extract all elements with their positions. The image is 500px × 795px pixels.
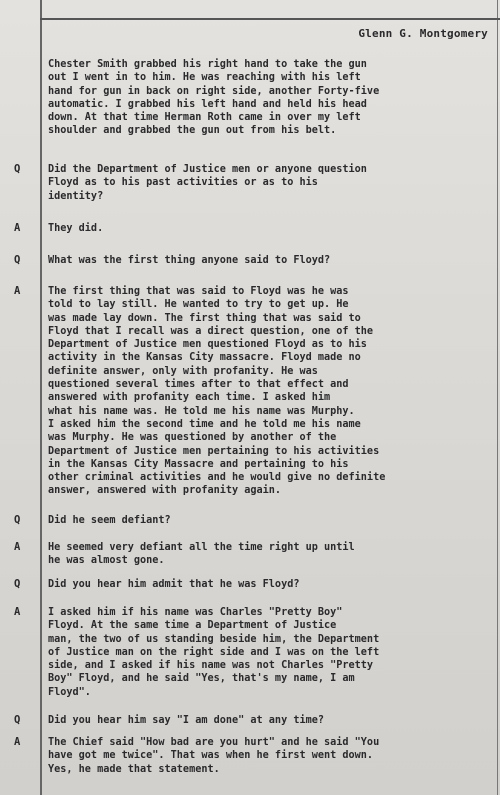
entry-text: Chester Smith grabbed his right hand to take the gun out I went in to him. He was reaching with his left hand for gun in back on right side, another Forty-five automatic. I grabbed his left hand and held his head down. At that time Herman Roth came in over my left shoulder and grabbed the gun out from his belt. (48, 59, 380, 137)
question-text: Did he seem defiant? (48, 515, 171, 526)
question-text: Did the Department of Justice men or anyone question Floyd as to his past activities or as to his identity? (48, 164, 367, 202)
answer-text: They did. (48, 223, 104, 234)
answer-label: A (14, 222, 21, 234)
answer-label: A (14, 736, 21, 748)
answer-text: The Chief said "How bad are you hurt" and he said "You have got me twice". That was when he first went down. Yes, he made that statement. (48, 737, 380, 775)
left-margin-rule (40, 0, 42, 795)
header-rule (40, 18, 500, 20)
question-label: Q (14, 254, 21, 266)
right-margin-rule (497, 0, 499, 795)
question-label: Q (14, 514, 21, 526)
answer-label: A (14, 606, 21, 618)
answer-label: A (14, 541, 21, 553)
question-text: Did you hear him say "I am done" at any time? (48, 715, 325, 726)
question-label: Q (14, 163, 21, 175)
question-text: What was the first thing anyone said to Floyd? (48, 255, 331, 266)
answer-text: He seemed very defiant all the time right up until he was almost gone. (48, 542, 355, 567)
witness-name-header: Glenn G. Montgomery (358, 27, 488, 40)
question-label: Q (14, 714, 21, 726)
question-text: Did you hear him admit that he was Floyd? (48, 579, 300, 590)
question-label: Q (14, 578, 21, 590)
answer-text: I asked him if his name was Charles "Pretty Boy" Floyd. At the same time a Department of Justice man, the two of us standing beside him, the Department of Justice man on the right side and I was on the left side, and I asked if his name was not Charles "Pretty Boy" Floyd, and he said "Yes, that's my name, I am Floyd". (48, 607, 380, 698)
answer-label: A (14, 285, 21, 297)
answer-text: The first thing that was said to Floyd was he was told to lay still. He wanted to try to get up. He was made lay down. The first thing that was said to Floyd that I recall was a direct question, one of the Department of Justice men questioned Floyd as to his activity in the Kansas City massacre. Floyd made no definite answer, only with profanity. He was questioned several times after to that effect and answered with profanity each time. I asked him what his name was. He told me his name was Murphy. I asked him the second time and he told me his name was Murphy. He was questioned by another of the Department of Justice men pertaining to his activities in the Kansas City Massacre and pertaining to his other criminal activities and he would give no definite answer, answered with profanity again. (48, 286, 386, 497)
